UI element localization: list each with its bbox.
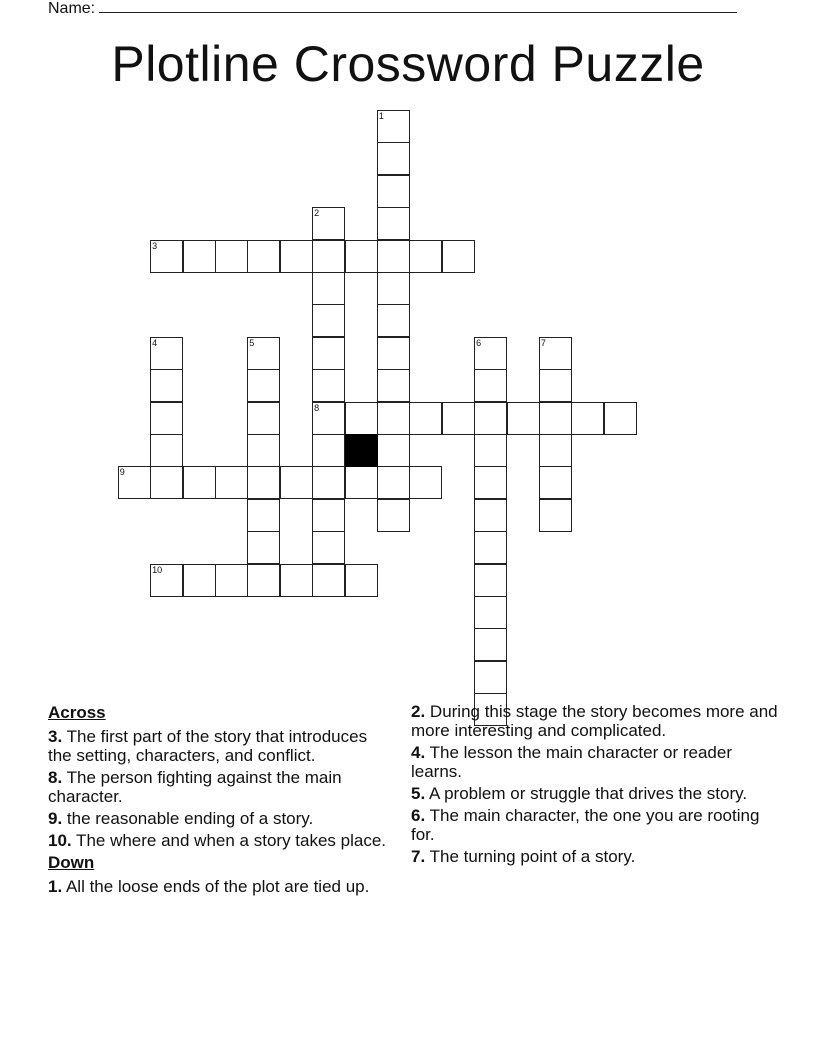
clue-text: The lesson the main character or reader learns.	[411, 743, 732, 781]
grid-cell[interactable]	[539, 499, 572, 532]
across-heading: Across	[48, 703, 106, 722]
grid-cell[interactable]	[280, 564, 313, 597]
clue-text: The main character, the one you are rooting for.	[411, 806, 760, 844]
grid-cell[interactable]	[377, 499, 410, 532]
grid-cell[interactable]	[409, 240, 442, 273]
grid-cell[interactable]	[377, 142, 410, 175]
clue-text: the reasonable ending of a story.	[62, 809, 314, 828]
down-heading: Down	[48, 853, 95, 872]
grid-cell[interactable]	[312, 402, 345, 435]
grid-cell[interactable]	[247, 531, 280, 564]
clue-text: The first part of the story that introduces the setting, characters, and conflict.	[48, 727, 368, 765]
grid-cell[interactable]	[539, 402, 572, 435]
clue-text: The person fighting against the main character.	[48, 768, 342, 806]
grid-cell[interactable]	[150, 402, 183, 435]
grid-cell[interactable]	[377, 369, 410, 402]
clue-number-label: 7	[540, 337, 546, 348]
grid-cell[interactable]	[183, 240, 216, 273]
clue-number-label: 3	[152, 240, 158, 251]
clues-left-column	[48, 702, 393, 899]
grid-cell[interactable]	[474, 531, 507, 564]
grid-cell[interactable]	[571, 402, 604, 435]
grid-cell[interactable]	[474, 564, 507, 597]
clue-down-7	[411, 847, 781, 866]
grid-cell[interactable]	[539, 337, 572, 370]
grid-cell[interactable]	[247, 564, 280, 597]
grid-cell[interactable]	[604, 402, 637, 435]
grid-cell[interactable]	[312, 240, 345, 273]
clues-right-column	[411, 702, 781, 869]
grid-cell[interactable]	[247, 369, 280, 402]
clue-number: 7.	[411, 847, 426, 866]
grid-cell[interactable]	[215, 564, 248, 597]
clue-number: 6.	[411, 806, 426, 825]
grid-cell[interactable]	[442, 402, 475, 435]
grid-cell[interactable]	[312, 499, 345, 532]
grid-cell[interactable]	[312, 564, 345, 597]
clue-down-1	[48, 877, 393, 896]
grid-cell[interactable]	[247, 434, 280, 467]
grid-cell[interactable]	[183, 466, 216, 499]
clue-down-6	[411, 806, 781, 844]
grid-cell[interactable]	[345, 466, 378, 499]
clue-text: During this stage the story becomes more and more interesting and complicated.	[411, 702, 778, 740]
grid-cell[interactable]	[247, 402, 280, 435]
clue-number-label: 2	[314, 208, 320, 219]
grid-cell[interactable]	[312, 434, 345, 467]
grid-cell[interactable]	[280, 466, 313, 499]
clue-number-label: 8	[314, 402, 320, 413]
grid-cell[interactable]	[312, 272, 345, 305]
grid-cell[interactable]	[377, 304, 410, 337]
grid-cell[interactable]	[312, 466, 345, 499]
grid-cell[interactable]	[312, 531, 345, 564]
page-title: Plotline Crossword Puzzle	[111, 36, 705, 92]
clue-down-2	[411, 702, 781, 740]
grid-cell[interactable]	[539, 434, 572, 467]
grid-cell[interactable]	[474, 434, 507, 467]
clue-across-9	[48, 809, 393, 828]
grid-cell[interactable]	[150, 369, 183, 402]
clue-number: 10.	[48, 831, 72, 850]
grid-cell[interactable]	[539, 466, 572, 499]
clue-number-label: 5	[249, 337, 255, 348]
grid-cell[interactable]	[247, 466, 280, 499]
clue-number: 2.	[411, 702, 426, 721]
clue-number: 1.	[48, 877, 63, 896]
grid-cell[interactable]	[474, 628, 507, 661]
clue-across-3	[48, 727, 393, 765]
clue-across-10	[48, 831, 393, 850]
grid-cell[interactable]	[442, 240, 475, 273]
grid-cell[interactable]	[474, 596, 507, 629]
clue-number-label: 1	[378, 111, 384, 121]
clue-down-5	[411, 784, 781, 803]
grid-cell[interactable]	[507, 402, 540, 435]
clue-number-label: 9	[119, 467, 125, 478]
grid-cell[interactable]	[312, 369, 345, 402]
grid-cell[interactable]	[377, 337, 410, 370]
grid-cell[interactable]	[150, 466, 183, 499]
grid-cell[interactable]	[345, 402, 378, 435]
clue-text: The turning point of a story.	[425, 847, 636, 866]
clue-number-label: 10	[152, 564, 163, 575]
grid-cell[interactable]	[345, 240, 378, 273]
grid-cell[interactable]	[474, 402, 507, 435]
clue-down-4	[411, 743, 781, 781]
grid-cell[interactable]	[150, 564, 183, 597]
grid-cell[interactable]	[474, 337, 507, 370]
grid-cell[interactable]	[377, 110, 410, 143]
grid-cell[interactable]	[377, 434, 410, 467]
grid-cell[interactable]	[150, 240, 183, 273]
grid-cell[interactable]	[539, 369, 572, 402]
clue-number-label: 4	[152, 337, 158, 348]
grid-cell[interactable]	[247, 240, 280, 273]
clue-number: 8.	[48, 768, 63, 787]
grid-cell[interactable]	[377, 175, 410, 208]
clue-text: All the loose ends of the plot are tied up.	[62, 877, 370, 896]
grid-cell[interactable]	[474, 369, 507, 402]
grid-cell[interactable]	[312, 207, 345, 240]
grid-cell[interactable]	[345, 564, 378, 597]
clue-text: A problem or struggle that drives the story.	[425, 784, 748, 803]
clue-number-label: 6	[476, 337, 482, 348]
grid-cell[interactable]	[183, 564, 216, 597]
grid-cell[interactable]	[377, 466, 410, 499]
grid-cell[interactable]	[312, 337, 345, 370]
grid-cell[interactable]	[150, 337, 183, 370]
grid-cell[interactable]	[247, 337, 280, 370]
grid-cell[interactable]	[118, 466, 151, 499]
grid-cell[interactable]	[377, 272, 410, 305]
grid-cell[interactable]	[474, 466, 507, 499]
grid-cell[interactable]	[474, 661, 507, 694]
clue-number: 9.	[48, 809, 63, 828]
grid-cell[interactable]	[377, 402, 410, 435]
grid-cell[interactable]	[280, 240, 313, 273]
grid-cell[interactable]	[215, 240, 248, 273]
grid-cell[interactable]	[377, 240, 410, 273]
black-square	[345, 434, 378, 467]
clue-number: 3.	[48, 727, 63, 746]
grid-cell[interactable]	[247, 499, 280, 532]
grid-cell[interactable]	[150, 434, 183, 467]
grid-cell[interactable]	[312, 304, 345, 337]
grid-cell[interactable]	[215, 466, 248, 499]
clue-across-8	[48, 768, 393, 806]
grid-cell[interactable]	[409, 466, 442, 499]
name-label: Name:	[48, 0, 96, 17]
clue-text: The where and when a story takes place.	[71, 831, 387, 850]
grid-cell[interactable]	[474, 499, 507, 532]
clue-number: 4.	[411, 743, 426, 762]
grid-cell[interactable]	[409, 402, 442, 435]
grid-cell[interactable]	[377, 207, 410, 240]
clue-number: 5.	[411, 784, 426, 803]
